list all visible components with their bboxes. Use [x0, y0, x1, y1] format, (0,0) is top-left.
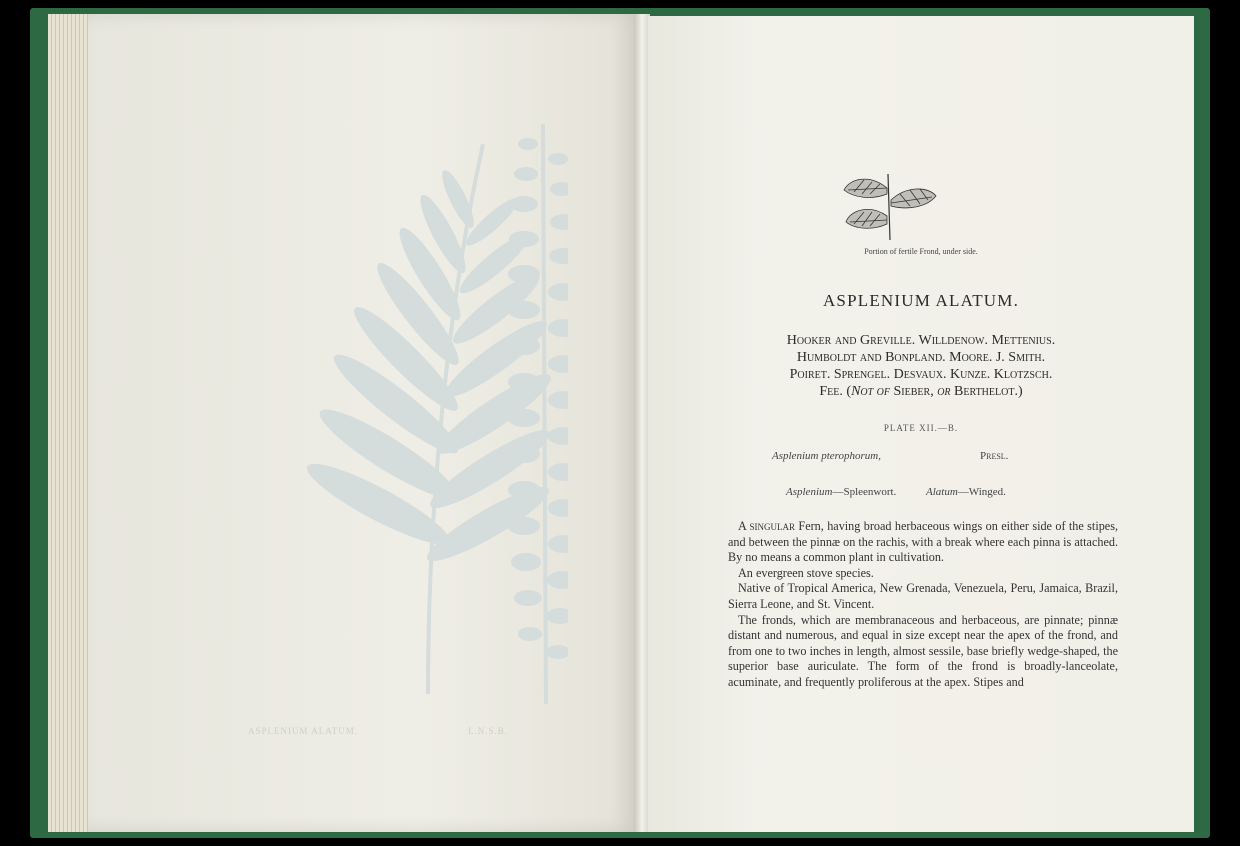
description-body: [728, 519, 1118, 691]
authorities-sieber: Sieber,: [890, 384, 938, 399]
fern-plate-illustration: [228, 104, 568, 724]
etymology-species-term: Alatum: [926, 486, 958, 498]
synonym-name: Asplenium pterophorum,: [772, 450, 881, 462]
fertile-frond-vignette: [840, 170, 940, 242]
etymology-genus-term: Asplenium: [786, 486, 833, 498]
plate-bleed-title: ASPLENIUM ALATUM.: [248, 726, 359, 736]
plate-bleed-credit: L.N.S.B.: [468, 726, 509, 736]
authorities-or: or: [937, 384, 951, 399]
etymology-species: [926, 486, 1006, 498]
etymology-species-meaning: —Winged.: [957, 486, 1006, 498]
species-title: ASPLENIUM ALATUM.: [822, 291, 1020, 310]
etymology-genus-meaning: —Spleenwort.: [832, 486, 897, 498]
vignette-caption: Portion of fertile Frond, under side.: [864, 247, 978, 256]
authorities-line-1: Hooker and Greville. Willdenow. Mettenius.: [786, 333, 1056, 348]
right-page-text: [648, 16, 1194, 832]
description-paragraph-4: The fronds, which are membranaceous and herbaceous, are pinnate; pinnæ distant and numerous, and equal in size except near the apex of the frond, and from one to two inches in length, almost sessile, base briefly wedge-shaped, the superior base auriculate. The form of the frond is broadly-lanceolate, acuminate, and frequently proliferous at the apex. Stipes and: [728, 612, 1118, 689]
description-paragraph-2: An evergreen stove species.: [738, 565, 874, 580]
authorities-line-4: [648, 383, 1194, 400]
description-p1-text: Fern, having broad herbaceous wings on either side of the stipes, and between the pinnæ on the rachis, with a break where each pinna is attached. By no means a common plant in cultivation.: [728, 519, 1118, 565]
authorities-line-4-prefix: Fee. (: [819, 384, 852, 399]
left-page-plate: [88, 14, 638, 832]
authorities-berthelot: Berthelot.): [950, 384, 1023, 399]
authorities-line-3: Poiret. Sprengel. Desvaux. Kunze. Klotzsch.: [789, 367, 1053, 382]
page-edges: [48, 14, 92, 832]
plate-number: PLATE XII.—B.: [883, 423, 959, 433]
synonym-authority: Presl.: [980, 450, 1009, 462]
authorities-block: [648, 332, 1194, 400]
authorities-not-of: Not of: [851, 384, 891, 399]
etymology-genus: [786, 486, 896, 498]
authorities-line-2: Humboldt and Bonpland. Moore. J. Smith.: [796, 350, 1046, 365]
description-lead: A singular: [738, 519, 796, 533]
description-paragraph-1: [728, 519, 1118, 566]
description-paragraph-3: Native of Tropical America, New Grenada, Venezuela, Peru, Jamaica, Brazil, Sierra Leone, and St. Vincent.: [728, 581, 1118, 611]
